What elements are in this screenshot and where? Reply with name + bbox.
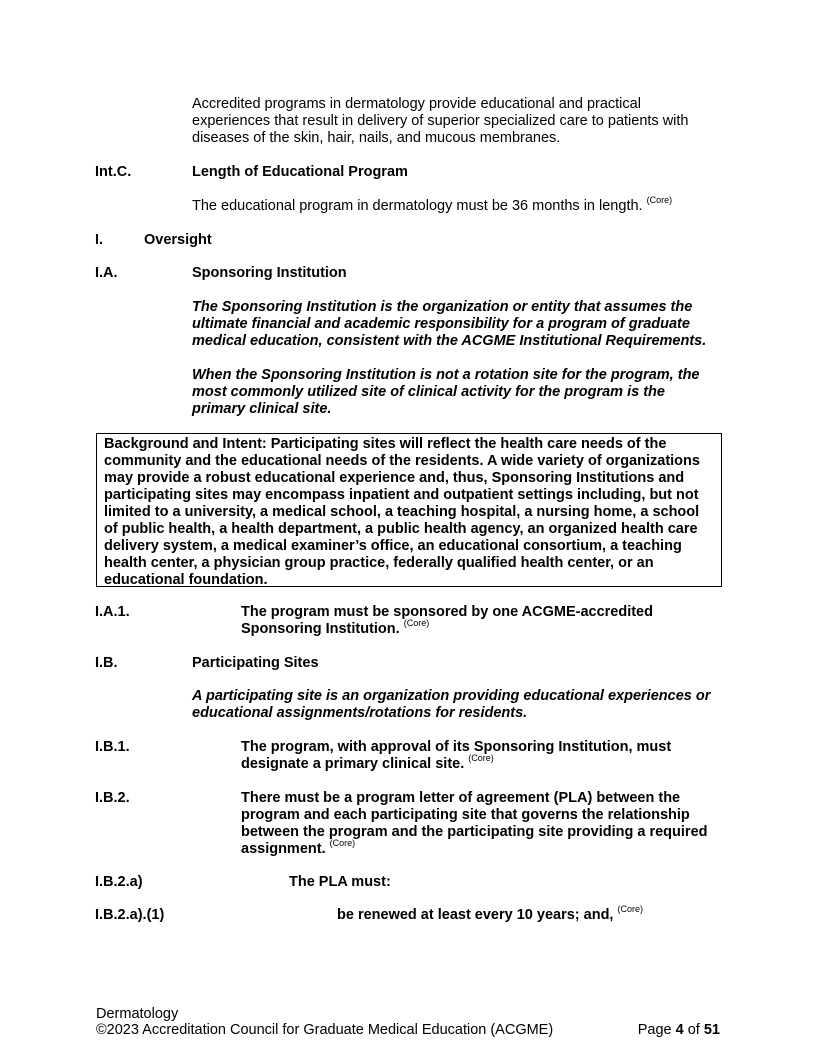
section-title-ia: Sponsoring Institution [192,265,347,281]
section-text-ia1: The program must be sponsored by one ACGME-accredited Sponsoring Institution. $^{(Core)}$ [241,604,653,637]
section-number-ib2: I.B.2. [95,790,130,806]
section-text-intc: The educational program in dermatology must be 36 months in length. $^{(Core)}$ [192,195,673,214]
section-number-ib2a1: I.B.2.a).(1) [95,907,165,923]
footer-specialty: Dermatology [96,1006,179,1022]
core-tag: (Core) [403,618,430,629]
section-para-ia-2: When the Sponsoring Institution is not a rotation site for the program, the most commonly utilized site of clinical activity for the program is the primary clinical site. [192,367,700,417]
core-tag: (Core) [468,753,494,764]
section-number-ia: I.A. [95,265,118,281]
section-text-ib: A participating site is an organization providing educational experiences or educational assignments/rotations for residents. [192,688,711,721]
section-number-ib2a: I.B.2.a) [95,874,143,890]
background-intent-box: Background and Intent: Participating sites will reflect the health care needs of the community and the educational needs of the residents. A wide variety of organizations may provide a robust educational experience and, thus, Sponsoring Institutions and participating sites may encompass inpatient and outpatient settings including, but not limited to a university, a medical school, a teaching hospital, a nursing home, a school of public health, a health department, a public health agency, an organized health care delivery system, a medical examiner’s office, an educational consortium, a teaching health center, a physician group practice, federally qualified health center, or an educational foundation. [96,433,722,587]
section-number-ib1: I.B.1. [95,739,130,755]
core-tag: (Core) [617,904,644,915]
section-number-intc: Int.C. [95,164,132,180]
section-title-ib: Participating Sites [192,655,319,671]
intro-paragraph: Accredited programs in dermatology provide educational and practical experiences that result in delivery of superior specialized care to patients with diseases of the skin, hair, nails, and mucous membranes. [192,96,689,146]
footer [96,1022,720,1039]
section-text-ib2a: The PLA must: [289,874,391,890]
section-text-ib1: The program, with approval of its Sponsoring Institution, must designate a primary clinical site. $^{(Core)}$ [241,739,672,772]
section-text-ib2a1: be renewed at least every 10 years; and, $^{(Core)}$ [337,904,644,923]
section-number-ia1: I.A.1. [95,604,130,620]
core-tag: (Core) [646,195,673,206]
core-tag: (Core) [329,838,356,849]
section-title-intc: Length of Educational Program [192,164,408,180]
page-number: Page 4 of 51 [637,1022,720,1038]
section-number-ib: I.B. [95,655,118,671]
section-para-ia-1: The Sponsoring Institution is the organization or entity that assumes the ultimate financial and academic responsibility for a program of graduate medical education, consistent with the ACGME Institutional Requirements. [192,299,707,349]
section-number-i: I. [95,232,104,248]
section-title-i: Oversight [144,232,212,248]
footer-copyright: ©2023 Accreditation Council for Graduate Medical Education (ACGME) [96,1022,554,1038]
section-text-ib2: There must be a program letter of agreement (PLA) between the program and each participating site that governs the relationship between the program and the participating site providing a required assignment. $^{(Core)}$ [241,790,708,857]
